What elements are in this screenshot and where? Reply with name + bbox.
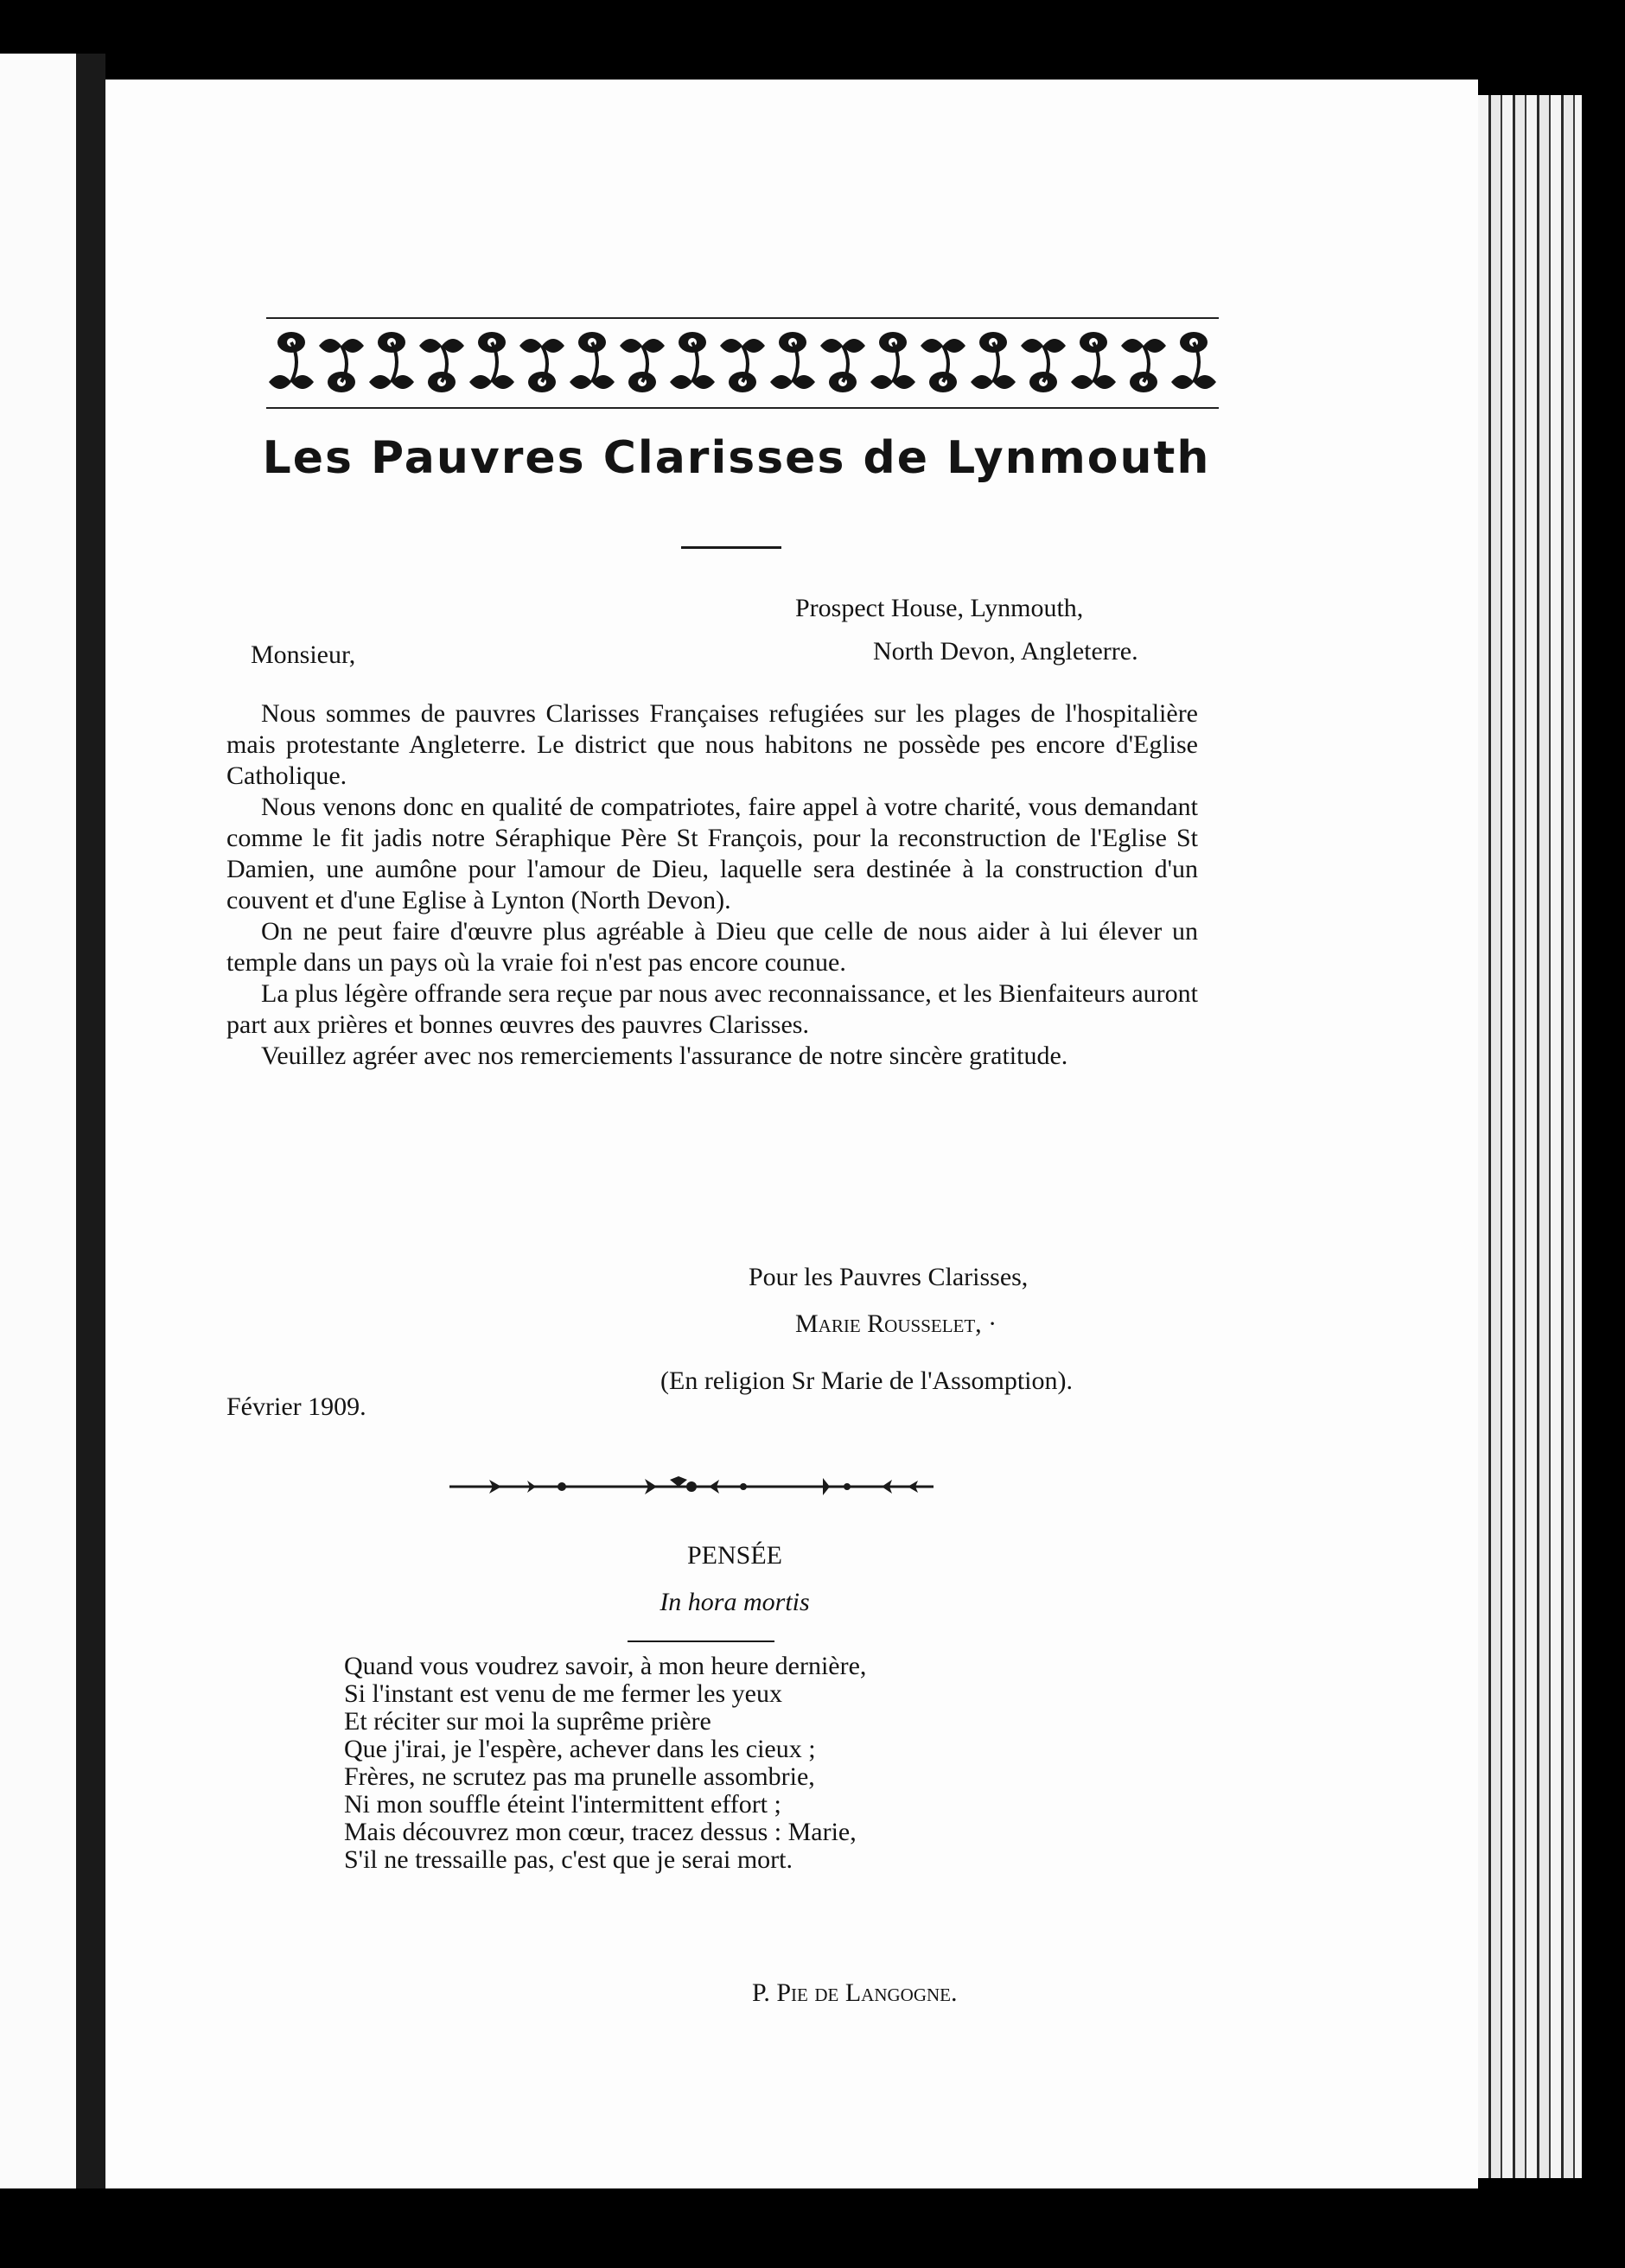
poem-rule (628, 1640, 774, 1642)
book-spine (76, 54, 105, 2188)
poem-body (344, 1653, 866, 1874)
salutation: Monsieur, (251, 640, 356, 669)
poem-line: Que j'irai, je l'espère, achever dans les cieux ; (344, 1735, 816, 1763)
poem-line: Et réciter sur moi la suprême prière (344, 1707, 711, 1736)
letter-paragraph: Veuillez agréer avec nos remerciements l'assurance de notre sincère gratitude. (261, 1042, 1068, 1070)
poem-line: Frères, ne scrutez pas ma prunelle assombrie, (344, 1762, 815, 1791)
facing-page-edge (0, 54, 76, 2188)
address-line-1: Prospect House, Lynmouth, (795, 594, 1084, 622)
decorative-separator (449, 1469, 934, 1504)
letter-paragraph: Nous sommes de pauvres Clarisses Françaises refugiées sur les plages de l'hospitalière mais protestante Angleterre. Le district que nous habitons ne possède pes encore d'Eglise Catholique. (226, 699, 1198, 790)
poem-line: S'il ne tressaille pas, c'est que je serai mort. (344, 1845, 793, 1874)
floral-banner-ornament (266, 311, 1219, 415)
letter-paragraph: Nous venons donc en qualité de compatriotes, faire appel à votre charité, vous demandant comme le fit jadis notre Séraphique Père St François, pour la reconstruction de l'Eglise St Damien, une aumône pour l'amour de Dieu, laquelle sera destinée à la construction d'un couvent et d'une Eglise à Lynton (North Devon). (226, 793, 1198, 914)
poem-line: Quand vous voudrez savoir, à mon heure dernière, (344, 1652, 867, 1680)
title-underline (681, 546, 781, 549)
poem-line: Mais découvrez mon cœur, tracez dessus : Marie, (344, 1818, 857, 1846)
poem-line: Si l'instant est venu de me fermer les yeux (344, 1679, 782, 1708)
poem-heading: PENSÉE (686, 1541, 782, 1570)
religious-name: (En religion Sr Marie de l'Assomption). (660, 1367, 1073, 1395)
letter-body (226, 698, 1198, 1072)
poem-author: P. Pie de Langogne. (752, 1978, 958, 2007)
page-edges (1478, 95, 1582, 2178)
poem-subtitle: In hora mortis (660, 1588, 810, 1616)
signatory-name: Marie Rousselet, · (795, 1309, 997, 1338)
letter-paragraph: On ne peut faire d'œuvre plus agréable à Dieu que celle de nous aider à lui élever un temple dans un pays où la vraie foi n'est pas encore counue. (226, 917, 1198, 977)
letter-paragraph: La plus légère offrande sera reçue par nous avec reconnaissance, et les Bienfaiteurs auront part aux prières et bonnes œuvres des pauvres Clarisses. (226, 979, 1198, 1039)
letter-date: Février 1909. (226, 1392, 366, 1421)
address-line-2: North Devon, Angleterre. (873, 637, 1138, 666)
signature-line: Pour les Pauvres Clarisses, (749, 1263, 1029, 1291)
page-title: Les Pauvres Clarisses de Lynmouth (262, 432, 1211, 484)
poem-line: Ni mon souffle éteint l'intermittent effort ; (344, 1790, 781, 1819)
